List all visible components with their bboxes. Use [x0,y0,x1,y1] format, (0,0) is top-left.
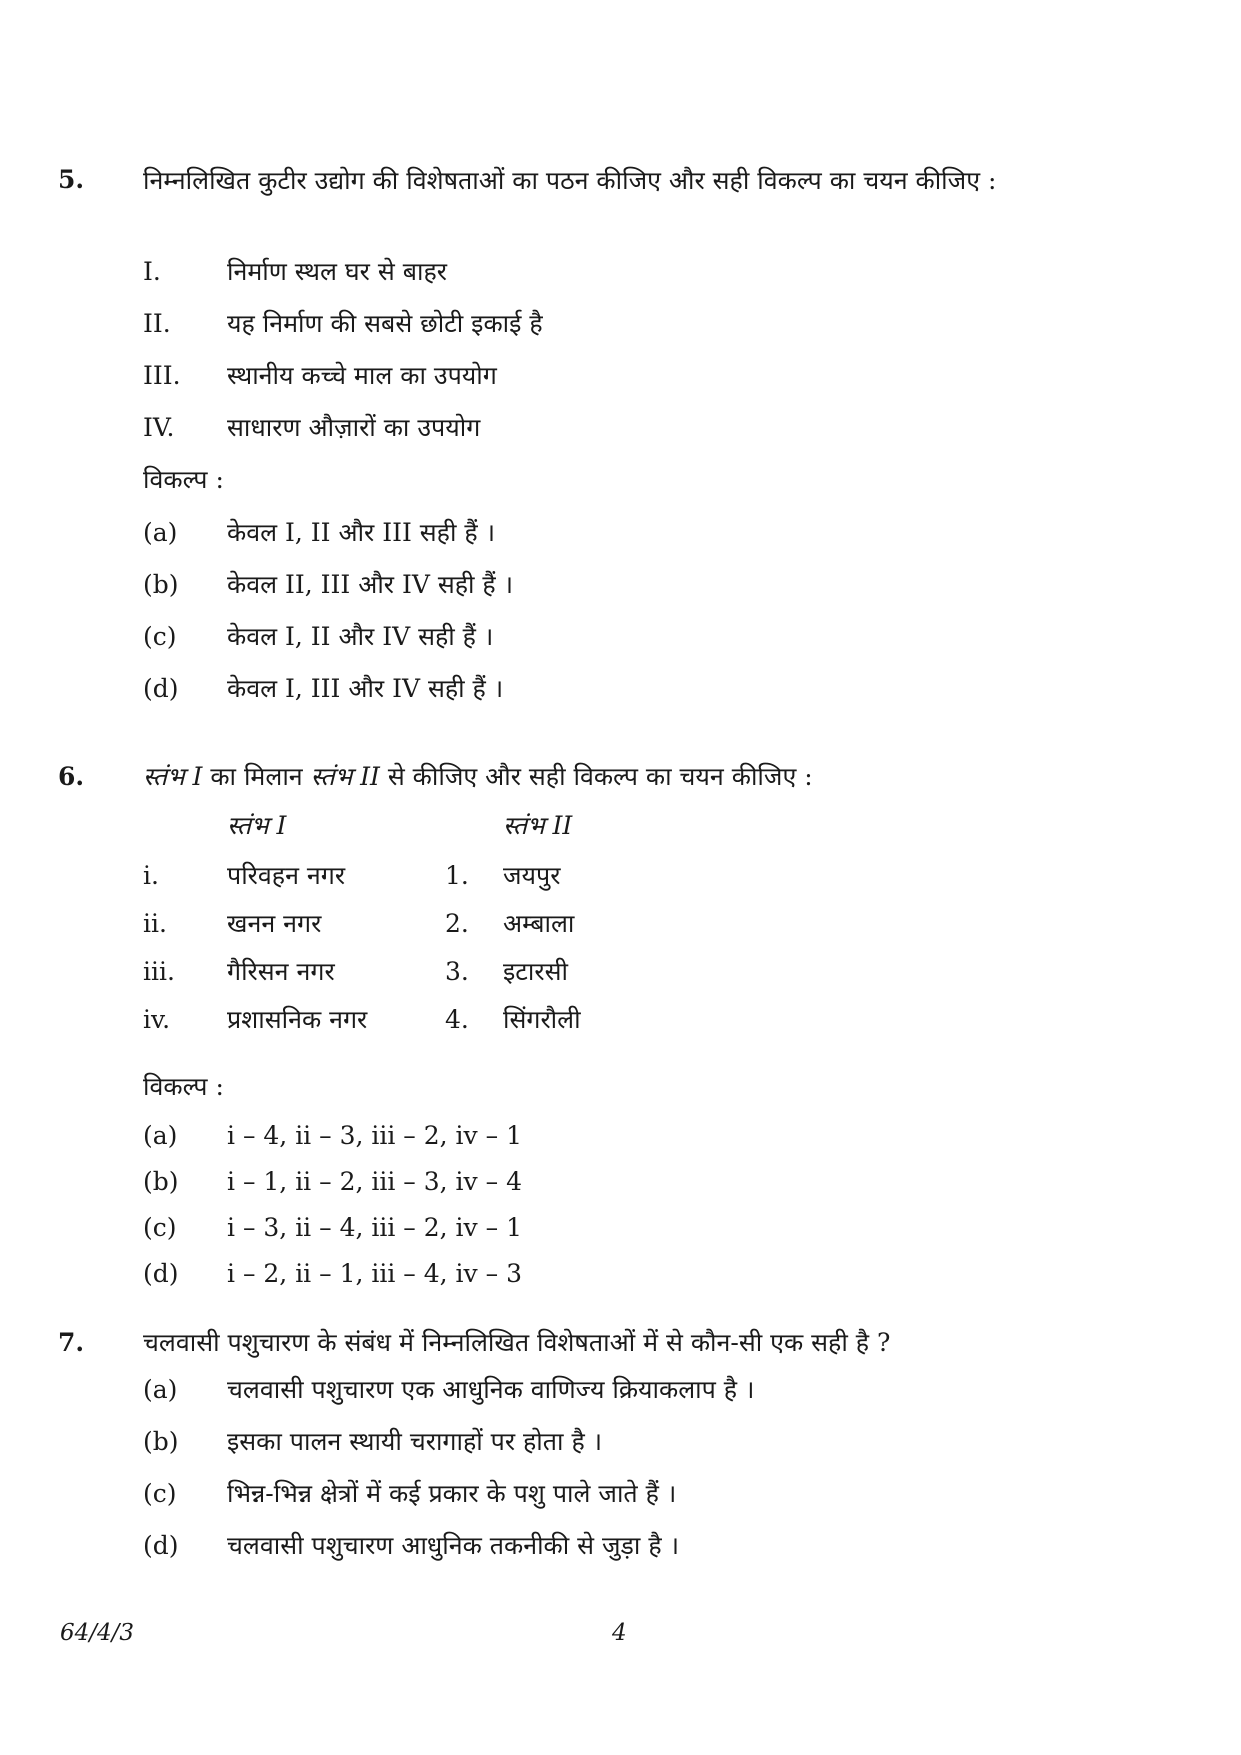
q6-row-number: 3. [445,957,469,986]
q6-option-label: (c) [143,1213,177,1242]
q5-option-label: (d) [143,674,179,703]
q6-column2-heading: स्तंभ II [503,811,573,840]
question-6-text [143,756,1113,798]
q6-row-label: iv. [143,1005,171,1034]
page-number: 4 [612,1620,627,1646]
q6-text-column2: स्तंभ II [310,762,380,791]
question-7-text: चलवासी पशुचारण के संबंध में निम्नलिखित विशेषताओं में से कौन-सी एक सही है ? [143,1328,891,1357]
q6-text-mid1: का मिलान [202,762,311,791]
q5-option-text: केवल I, II और III सही हैं । [227,518,496,547]
q5-statement-label: IV. [143,413,175,442]
question-6-number: 6. [58,762,85,791]
q7-option-text: भिन्न-भिन्न क्षेत्रों में कई प्रकार के पशु पाले जाते हैं । [227,1479,677,1508]
q6-option-label: (b) [143,1167,179,1196]
q5-option-label: (b) [143,570,179,599]
q5-option-text: केवल I, II और IV सही हैं । [227,622,494,651]
q6-option-text: i – 1, ii – 2, iii – 3, iv – 4 [227,1167,522,1196]
q7-option-text: चलवासी पशुचारण एक आधुनिक वाणिज्य क्रियाकलाप है । [227,1375,755,1404]
q6-option-label: (d) [143,1259,179,1288]
q6-option-label: (a) [143,1121,178,1150]
q6-row-match: इटारसी [503,957,568,986]
q6-row-number: 2. [445,909,469,938]
q6-row-match: सिंगरौली [503,1005,581,1034]
q5-option-label: (a) [143,518,178,547]
paper-code: 64/4/3 [60,1620,135,1646]
q6-text-mid2: से कीजिए और सही विकल्प का चयन कीजिए : [379,762,813,791]
q6-options-heading: विकल्प : [143,1072,224,1101]
q7-option-label: (d) [143,1531,179,1560]
question-5-number: 5. [58,165,85,194]
q7-option-text: चलवासी पशुचारण आधुनिक तकनीकी से जुड़ा है । [227,1531,680,1560]
q5-option-text: केवल I, III और IV सही हैं । [227,674,504,703]
q6-row-match: अम्बाला [503,909,575,938]
q6-option-text: i – 4, ii – 3, iii – 2, iv – 1 [227,1121,522,1150]
q5-statement-text: निर्माण स्थल घर से बाहर [227,257,447,286]
q6-option-text: i – 2, ii – 1, iii – 4, iv – 3 [227,1259,522,1288]
q5-statement-text: साधारण औज़ारों का उपयोग [227,413,481,442]
q6-row-label: i. [143,861,159,890]
q6-row-number: 1. [445,861,469,890]
q7-option-label: (b) [143,1427,179,1456]
q5-options-heading: विकल्प : [143,465,224,494]
q6-column1-heading: स्तंभ I [227,811,287,840]
q5-option-label: (c) [143,622,177,651]
q6-row-item: खनन नगर [227,909,322,938]
q6-row-item: प्रशासनिक नगर [227,1005,368,1034]
q5-statement-label: II. [143,309,171,338]
q6-text-column1: स्तंभ I [143,762,203,791]
q6-row-item: परिवहन नगर [227,861,346,890]
q7-option-label: (c) [143,1479,177,1508]
q6-row-label: iii. [143,957,175,986]
question-5-text: निम्नलिखित कुटीर उद्योग की विशेषताओं का पठन कीजिए और सही विकल्प का चयन कीजिए : [143,166,997,195]
q7-option-text: इसका पालन स्थायी चरागाहों पर होता है । [227,1427,603,1456]
q6-row-label: ii. [143,909,167,938]
q5-statement-text: स्थानीय कच्चे माल का उपयोग [227,361,497,390]
q6-option-text: i – 3, ii – 4, iii – 2, iv – 1 [227,1213,522,1242]
q5-statement-label: I. [143,257,161,286]
q5-option-text: केवल II, III और IV सही हैं । [227,570,514,599]
q5-statement-text: यह निर्माण की सबसे छोटी इकाई है [227,309,543,338]
question-7-number: 7. [58,1328,85,1357]
q5-statement-label: III. [143,361,181,390]
q6-row-item: गैरिसन नगर [227,957,335,986]
q7-option-label: (a) [143,1375,178,1404]
q6-row-match: जयपुर [503,861,561,890]
q6-row-number: 4. [445,1005,469,1034]
